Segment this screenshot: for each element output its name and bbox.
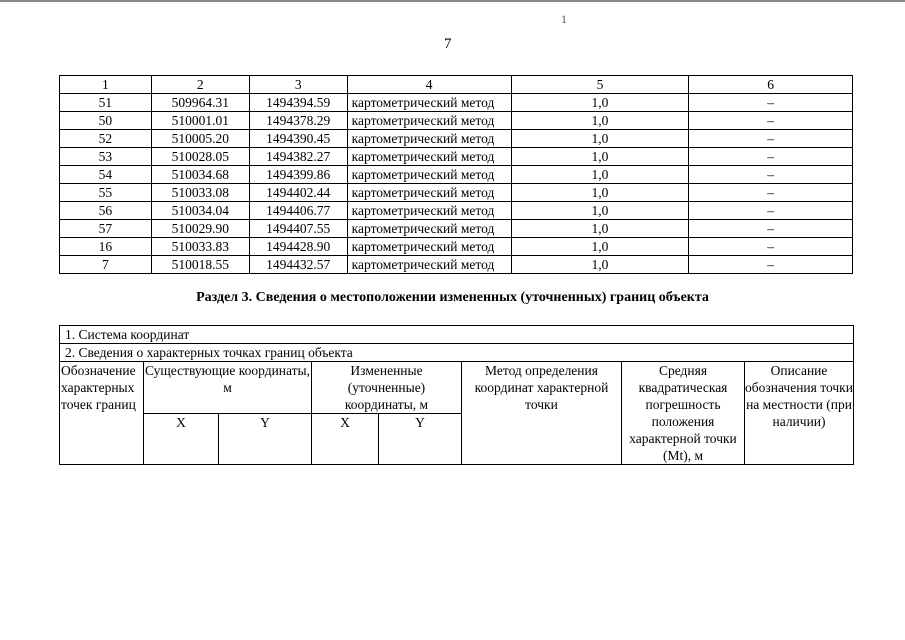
- x-coordinate-cell: 509964.31: [151, 94, 249, 112]
- x-coordinate-cell: 510005.20: [151, 130, 249, 148]
- method-cell: картометрический метод: [347, 184, 511, 202]
- description-cell: –: [689, 202, 853, 220]
- column-number-header: 5: [511, 76, 689, 94]
- method-cell: картометрический метод: [347, 202, 511, 220]
- point-number-cell: 52: [60, 130, 152, 148]
- table-row: [60, 112, 853, 130]
- y-coordinate-cell: 1494428.90: [249, 238, 347, 256]
- y-coordinate-cell: 1494394.59: [249, 94, 347, 112]
- accuracy-cell: 1,0: [511, 220, 689, 238]
- y-coordinate-cell: 1494407.55: [249, 220, 347, 238]
- accuracy-cell: 1,0: [511, 130, 689, 148]
- column-number-header: 2: [151, 76, 249, 94]
- method-cell: картометрический метод: [347, 256, 511, 274]
- description-cell: –: [689, 148, 853, 166]
- changed-x-header: X: [312, 414, 379, 465]
- y-coordinate-cell: 1494390.45: [249, 130, 347, 148]
- coordinate-system-line: 1. Система координат: [60, 326, 854, 344]
- section-title: Раздел 3. Сведения о местоположении измененных (уточненных) границ объекта: [196, 290, 709, 305]
- column-number-header: 1: [60, 76, 152, 94]
- method-cell: картометрический метод: [347, 220, 511, 238]
- characteristic-points-line: 2. Сведения о характерных точках границ объекта: [60, 344, 854, 362]
- error-header: Средняя квадратическая погрешность положения характерной точки (Mt), м: [622, 362, 745, 465]
- point-number-cell: 56: [60, 202, 152, 220]
- y-coordinate-cell: 1494378.29: [249, 112, 347, 130]
- x-coordinate-cell: 510028.05: [151, 148, 249, 166]
- description-cell: –: [689, 238, 853, 256]
- y-coordinate-cell: 1494399.86: [249, 166, 347, 184]
- header-row: [60, 76, 853, 94]
- method-cell: картометрический метод: [347, 238, 511, 256]
- point-number-cell: 55: [60, 184, 152, 202]
- column-number-header: 3: [249, 76, 347, 94]
- designation-header: Обозначение характерных точек границ: [60, 362, 144, 465]
- accuracy-cell: 1,0: [511, 238, 689, 256]
- method-cell: картометрический метод: [347, 112, 511, 130]
- top-rule: [0, 0, 905, 2]
- table-row: [60, 202, 853, 220]
- changed-y-header: Y: [379, 414, 462, 465]
- x-coordinate-cell: 510033.83: [151, 238, 249, 256]
- description-cell: –: [689, 112, 853, 130]
- existing-y-header: Y: [219, 414, 312, 465]
- table-row: [60, 220, 853, 238]
- method-cell: картометрический метод: [347, 130, 511, 148]
- description-cell: –: [689, 256, 853, 274]
- x-coordinate-cell: 510034.04: [151, 202, 249, 220]
- point-number-cell: 50: [60, 112, 152, 130]
- accuracy-cell: 1,0: [511, 112, 689, 130]
- accuracy-cell: 1,0: [511, 202, 689, 220]
- y-coordinate-cell: 1494432.57: [249, 256, 347, 274]
- y-coordinate-cell: 1494382.27: [249, 148, 347, 166]
- table-row: [60, 256, 853, 274]
- table-row: [60, 166, 853, 184]
- accuracy-cell: 1,0: [511, 166, 689, 184]
- method-cell: картометрический метод: [347, 166, 511, 184]
- x-coordinate-cell: 510034.68: [151, 166, 249, 184]
- table-row: [60, 184, 853, 202]
- description-header: Описание обозначения точки на местности (при наличии): [745, 362, 854, 465]
- y-coordinate-cell: 1494402.44: [249, 184, 347, 202]
- point-number-cell: 53: [60, 148, 152, 166]
- existing-coordinates-header: Существующие координаты, м: [144, 362, 312, 414]
- table-row: [60, 148, 853, 166]
- corner-mark: 1: [561, 12, 567, 26]
- x-coordinate-cell: 510029.90: [151, 220, 249, 238]
- changed-coordinates-header: Измененные (уточненные) координаты, м: [312, 362, 462, 414]
- description-cell: –: [689, 184, 853, 202]
- page-number: 7: [444, 36, 452, 52]
- table-row: [60, 130, 853, 148]
- y-coordinate-cell: 1494406.77: [249, 202, 347, 220]
- description-cell: –: [689, 94, 853, 112]
- point-number-cell: 16: [60, 238, 152, 256]
- point-number-cell: 7: [60, 256, 152, 274]
- description-cell: –: [689, 166, 853, 184]
- point-number-cell: 57: [60, 220, 152, 238]
- existing-x-header: X: [144, 414, 219, 465]
- accuracy-cell: 1,0: [511, 184, 689, 202]
- column-number-header: 4: [347, 76, 511, 94]
- description-cell: –: [689, 130, 853, 148]
- points-table: [59, 75, 853, 274]
- table-row: [60, 238, 853, 256]
- accuracy-cell: 1,0: [511, 256, 689, 274]
- table-row: [60, 94, 853, 112]
- point-number-cell: 54: [60, 166, 152, 184]
- method-cell: картометрический метод: [347, 94, 511, 112]
- accuracy-cell: 1,0: [511, 148, 689, 166]
- section3-table: [59, 325, 854, 465]
- point-number-cell: 51: [60, 94, 152, 112]
- method-cell: картометрический метод: [347, 148, 511, 166]
- column-number-header: 6: [689, 76, 853, 94]
- x-coordinate-cell: 510033.08: [151, 184, 249, 202]
- accuracy-cell: 1,0: [511, 94, 689, 112]
- x-coordinate-cell: 510001.01: [151, 112, 249, 130]
- description-cell: –: [689, 220, 853, 238]
- x-coordinate-cell: 510018.55: [151, 256, 249, 274]
- method-header: Метод определения координат характерной точки: [462, 362, 622, 465]
